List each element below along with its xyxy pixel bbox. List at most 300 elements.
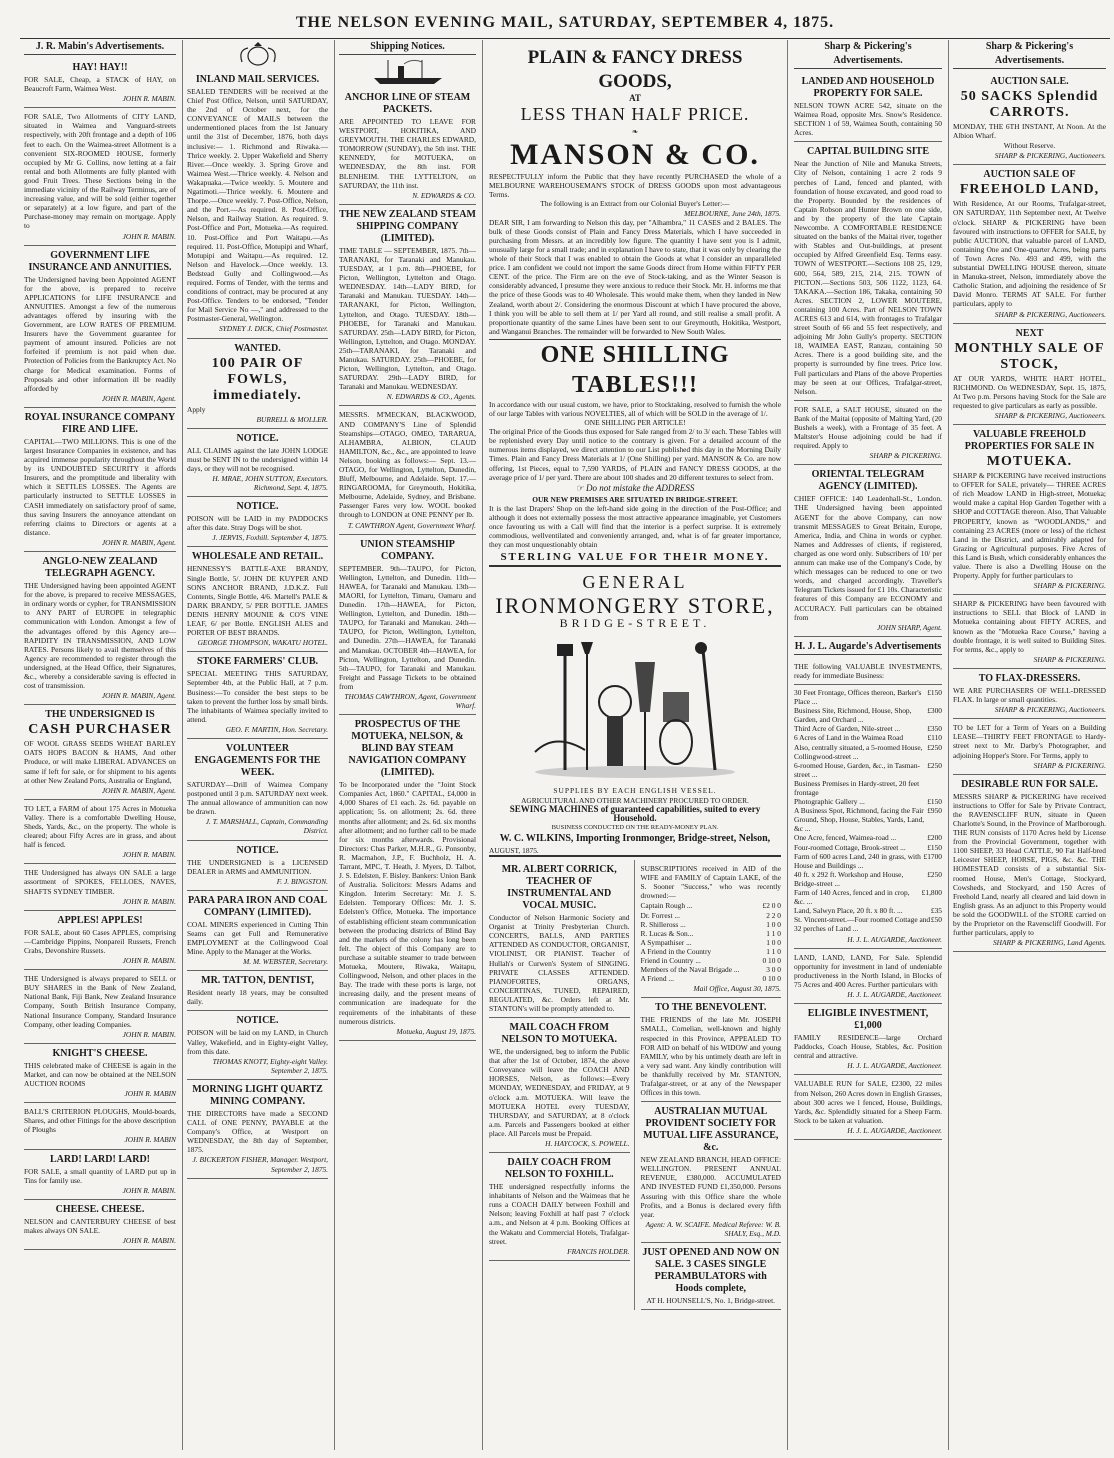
subscription-amount: 1 1 0 [766,928,781,938]
ad-body: MONDAY, THE 6TH INSTANT, At Noon. At the Albion Wharf. [953,122,1106,141]
ad-signature: J. JERVIS, Foxhill. September 4, 1875. [212,533,328,543]
ad-signature: GEORGE THOMPSON, WAKATU HOTEL. [197,638,328,648]
investment-row [794,733,942,742]
investment-name: 30 Feet Frontage, Offices thereon, Barker's Place ... [794,687,922,707]
plain-fancy-heading: PLAIN & FANCY DRESS GOODS, [527,47,743,92]
original-price-text: The original Price of the Goods thus exposed for Sale ranged from 2/ to 3/ each. These Tables will be replenished every Day until notice to the contrary is given. For a detailed account of the numerous items displayed, we direct attention to our List published this day in the Morning Daily Times. Plain and Fancy Dress Materials at 1/ (One Shilling) per yard. MANSON & Co. are now offering, 1st Pieces, equal to 7,590 YARDS, of PLAIN and FANCY DRESS GOODS, at the average price of 1/ per yard. There are about 100 shades and 20 different textures to select from. [489,427,781,482]
daily-coach-signature: FRANCIS HOLDER. [567,1246,630,1256]
ad-body: SEALED TENDERS will be received at the Chief Post Office, Nelson, until SATURDAY, the 2nd of October next, for the CONVEYANCE of MAILS between the undermentioned places from the 1st January until the 31st of December, 1876, both days inclusive:— 1. Richmond and Riwaka.—Thrice weekly. 2. Upper Wakefield and Sherry River.—Once weekly. 3. Spring Grove and Waimea West.—Thrice weekly. 4. Nelson and Wakapuaka.—Twice weekly. 5. Moutere and Ngatimoti.—Thrice weekly. 6. Moutere and Thorpe.—Once weekly. 7. Post-Office, Nelson, and the Port.—As required. 8. Post-Office, Nelson, and Railway Station. As required. 9. Post-Office and Port, Motueka.—As required. 10. Post-Office and Port Waitapu.—As required. 11. Post-Office, Motupipi and Wharf, Motupipi and Waitapu.—As required. 12. Nelson and Havelock.—Once weekly. 13. Bedstead Gully and Collingwood.—As required. Forms of Tender, with the terms and conditions of contract, may be procured at any Post-Office. Tenders to be endorsed, "Tender for Mail Service No —," and addressed to the Postmaster-General, Wellington. [187,87,328,324]
ad-signature: M. M. WEBSTER, Secretary. [243,957,328,967]
ad-signature: Motueka, August 19, 1875. [396,1026,476,1036]
subscription-amount: 2 2 0 [766,910,781,920]
royal-coat-of-arms-icon [228,42,288,68]
ad-body: Near the Junction of Nile and Manuka Streets, City of Nelson, containing 1 acre 2 rods 9 perches of Land, fenced and planted, with foundation of house excavated, and good road to the Property. Bounded by the residences of Captain Robson and Hunter Brown on one side, and by the property of the late Captain Newcombe. A COMFORTABLE RESIDENCE situated on the banks of the Maitai river, together with Stables and Out-buildings, at present occupied by Alfred Greenfield Esq. Terms easy. TOWN of WESTPORT.—Sections 108 25, 129, 600, 564, 589, 215, 214, 215. TOWN of PICTON.—Sections 503, 506 1122, 1123, 64. TAKAKA.—Section 186, Takaka, containing 50 Acres. SECTION 2, LOWER MOUTERE, containing 100 Acres. Part of NELSON TOWN ACRES 613 and 614, with frontages to Trafalgar street South of 66 and 55 feet respectively, and adjoining Mr John Gully's property. SECTION 18, WAIMEA EAST, Ranzau, containing 50 Acres. There is a good building site, and the property is surrounded by fine trees. Price low. Full particulars and Plans of the above Properties may be seen at our Offices, Trafalgar-street, Nelson. [794,159,942,396]
ad-signature: BURRELL & MOLLER. [256,414,328,424]
subscription-row [641,965,782,974]
ad-list [339,88,476,1041]
advertisement [24,408,176,552]
investment-price: £350 [927,724,942,734]
ad-body: NELSON and CANTERBURY CHEESE of best makes always ON SALE. [24,1216,176,1235]
ad-signature: SHARP & PICKERING. [1033,760,1106,770]
ad-body: MESSRS SHARP & PICKERING have received instructions to Offer for Sale by Private Contract, the RAVENSCLIFF RUN, situate in Queen Charlotte's Sound, in the Province of Marlborough. THE RUN consists of 1170 Acres held by License from the Provincial Government, together with 1100 SHEEP, 33 Head CATTLE, 90 Fat Half-bred Leicester SHEEP, HORSE, PIGS, &c. &c. THE HOMESTEAD consists of a substantial Six-roomed House, Men's Cottage, Stockyard, Cowsheds, and Stockyard, and 150 Acres of Freehold Land, nearly all cleared and laid down in English grass. As an adjunct to this Property would be sold the GOODWILL of the STORE carried on by the Proprietor on the Ravenscliff Goodwill. For further particulars, apply to [953,791,1106,938]
investment-name: 6-roomed House, Garden, &c., in Tasman-street ... [794,760,920,779]
advertisement [187,739,328,841]
investment-row [794,870,942,888]
advertisement [794,1004,942,1075]
mail-coach-signature: H. HAYCOCK, S. POWELL. [545,1139,630,1148]
investment-price: £35 [930,906,942,916]
investment-row [794,761,942,779]
bridge-street-heading: BRIDGE-STREET. [559,616,711,631]
ad-body: LAND, LAND, LAND, For Sale. Splendid opportunity for investment in land of undeniable productiveness in the North Island, in Blocks of 75 Acres and 400 Acres. Further particulars with [794,952,942,989]
subscription-row [641,901,782,910]
lower-center-columns [489,860,781,1310]
new-premises-line: OUR NEW PREMISES ARE SITUATED IN BRIDGE-STREET. [532,494,738,504]
column-sharp-pickering [790,40,946,1450]
investment-name: Four-roomed Cottage, Brook-street ... [794,842,906,852]
subscription-amount: 1 0 0 [766,937,781,947]
ad-heading: ANCHOR LINE OF STEAM PACKETS. [344,92,471,115]
ad-body: SEPTEMBER. 9th—TAUPO, for Picton, Wellington, Lyttelton, and Dunedin. 11th—HAWEA, for Taranaki and Manukau. 13th—MAORI, for Lyttelton, Timaru, Oamaru and Dunedin. 17th—HAWEA, for Picton, Wellington, Lyttelton, and Dunedin. 18th—TAUPO, for Taranaki and Manukau. 24th—TAUPO, for Picton, Wellington, Lyttelton, and Dunedin. 27th—HAWEA, for Taranaki and Manukau. OCTOBER 4th—HAWEA, for Picton, Wellington, Lyttelton, and Dunedin. 5th—TAUPO, for Taranaki and Manukau. Freight and Passage Tickets to be obtained from [339,563,476,691]
subscription-row [641,947,782,956]
ad-signature: H. J. L. AUGARDE, Auctioneer. [847,1125,942,1135]
ad-signature: J. BICKERTON FISHER, Manager. Westport, September 2, 1875. [192,1155,328,1174]
investment-name: Third Acre of Garden, Nile-street ... [794,724,901,734]
ad-heading: AUCTION SALE. [990,76,1069,87]
ad-signature: N. EDWARDS & CO., Agents. [386,392,476,402]
ad-signature: JOHN R. MABIN. [122,231,176,241]
ad-body: CAPITAL—TWO MILLIONS. This is one of the largest Insurance Companies in existence, and has acquired immense popularity throughout the World by its UNDOUBTED SECURITY it affords Insurers, and the promptitude and liberality with which it SETTLES LOSSES. The Agents are particularly instructed to SETTLE LOSSES in CASH immediately on satisfactory proof of same, thus saving Insurers the annoyance attendant on referring claims to Directors or agents at a distance. [24,436,176,537]
perambulators-ad [641,1243,782,1310]
advertisement [953,165,1106,323]
ad-body: TIME TABLE — SEPTEMBER, 1875. 7th—TARANAKI, for Taranaki and Manukau. TUESDAY, at 1 p.m. 8th—PHOEBE, for Picton, Wellington, Lyttelton and Otago. WEDNESDAY. 14th—LADY BIRD, for Taranaki and Manukau. TUESDAY. 14th—TARANAKI, for Picton, Wellington, Lyttelton, and Otago. TUESDAY. 18th—PHOEBE, for Taranaki and Manukau. SATURDAY. 25th—LADY BIRD, for Picton, Wellington, Lyttelton, and Otago. MONDAY. 25th—TARANAKI, for Taranaki and Manukau. SATURDAY. 25th—PHOEBE, for Picton, Wellington, Lyttelton, and Otago. SATURDAY. 29th—LADY BIRD, for Taranaki and Manukau. WEDNESDAY. [339,245,476,392]
ad-heading: MORNING LIGHT QUARTZ MINING COMPANY. [192,1083,323,1107]
subscription-amount: 1 0 0 [766,919,781,929]
investment-name: 40 ft. x 292 ft. Workshop and House, Bridge-street ... [794,869,904,888]
corrick-ad [489,860,630,1018]
ad-body: SPECIAL MEETING THIS SATURDAY, September 4th, at the Public Hall, at 7 p.m. Business:—To consider the best steps to be taken to prevent the further loss by small birds. The inhabitants of Waimea specially invited to attend. [187,669,328,724]
column-heading: Sharp & Pickering's Advertisements. [953,40,1106,69]
advertisement [187,841,328,891]
ad-signature: THOMAS CAWTHRON, Agent, Government Wharf. [344,691,476,711]
ad-signature: GEO. F. MARTIN, Hon. Secretary. [225,724,328,734]
investment-row [794,915,942,933]
ad-signature: SYDNEY J. DICK, Chief Postmaster. [218,324,328,334]
subscriber-name: A Friend in the Country [640,946,712,956]
daily-coach-ad [489,1153,630,1261]
investment-price: £250 [927,742,942,752]
ad-list [187,70,328,1179]
advertisement [953,669,1106,719]
subscriber-name: Friend in Country ... [640,955,701,965]
ad-body: FOR SALE, about 60 Cases APPLES, comprising—Cambridge Pippins, Nonpareil Russets, French Crabs, Devonshire Russets. [24,927,176,955]
newspaper-title: THE NELSON EVENING MAIL, SATURDAY, SEPTEMBER 4, 1875. [295,14,835,31]
steamship-icon [368,58,448,86]
ad-body: THE UNDERSIGNED is a LICENSED DEALER in ARMS and AMMUNITION. [187,857,328,876]
mail-coach-ad [489,1018,630,1153]
ad-signature: JOHN R. MABIN, Agent. [101,537,176,547]
advertisement [953,425,1106,595]
ad-signature: JOHN R. MABIN [124,1089,176,1099]
investment-price: £110 [927,733,942,743]
subscription-amount: £2 0 0 [762,901,781,911]
ad-signature: JOHN R. MABIN. [122,1185,176,1195]
ad-display-heading: MONTHLY SALE OF STOCK, [954,340,1105,372]
ad-signature: JOHN R. MABIN, Agent. [101,393,176,403]
ad-heading: NOTICE. [236,1015,279,1027]
investment-name: Land, Salwyn Place, 20 ft. x 80 ft. ... [794,906,903,916]
advertisement [24,1044,176,1103]
ironmongery-heading: IRONMONGERY STORE, [495,593,775,619]
advertisement [953,595,1106,669]
ad-signature: JOHN R. MABIN. [122,94,176,104]
at-text: AT [629,93,641,103]
ad-body: FOR SALE, Cheap, a STACK of HAY, on Beaucroft Farm, Waimea West. [24,75,176,94]
ad-heading: VOLUNTEER ENGAGEMENTS FOR THE WEEK. [194,742,321,778]
one-shilling-heading: ONE SHILLING TABLES!!! [489,339,781,400]
ad-body: FAMILY RESIDENCE—large Orchard Paddocks, Coach House, Stables, &c. Position central and attractive. [794,1033,942,1061]
ad-heading: WANTED. [234,342,281,354]
ad-heading: TO FLAX-DRESSERS. [978,672,1081,684]
ad-signature: F. J. BINGSTON. [276,876,328,886]
advertisement [794,685,942,949]
advertisement [24,108,176,245]
center-advert-block [482,40,788,1450]
column-auctions [948,40,1110,1450]
business-plan-line: BUSINESS CONDUCTED ON THE READY-MONEY PLAN. [551,823,719,831]
advertisement [24,911,176,970]
ad-body: SHARP & PICKERING have received instructions to OFFER for SALE, privately— THREE ACRES of rich Meadow LAND in High-street, Motueka; would make a capital Hop Garden Together with a SHOP and COTTAGE thereon. Also, That Valuable PROPERTY, known as "WOODLANDS," and containing 23 ACRES (more or less) of the richest Land in the District, and admirably adapted for Grazing or Agricultural purposes. Five Acres of this Land is Bush, which considerably enhances the value. There is also a Dwelling House on the Property. Apply for further particulars to [953,471,1106,581]
ad-body: COAL MINERS experienced in Cutting Thin Seams can get Full and Remunerative EMPLOYMENT at the Collingwood Coal Mine. Apply to the Manager at the Works. [187,919,328,957]
ad-body: THIS celebrated make of CHEESE is again in the Market, and can now be obtained at the NELSON AUCTION ROOMS [24,1060,176,1088]
subscriber-name: Dr. Forrest ... [640,910,680,920]
investment-name: Also, centrally situated, a 5-roomed House, Collingwood-street ... [794,742,923,761]
ad-list [794,72,942,637]
subscriptions-heading: SUBSCRIPTIONS received in AID of the WIFE and FAMILY of Captain LAKE, of the S. Sooner "Success," who was recently drowned:— [640,864,781,901]
ad-body: FOR SALE, Two Allotments of CITY LAND, situated in Waimea and Vanguard-streets respectively, with 20ft frontage and a depth of 106 feet to each. On the Waimea-street Allotment is a convenient SIX-ROOMED HOUSE, formerly occupied by Mr G. Collins, now letting at a fair rental and both Allotments are fully planted with good Fruit Trees. These Sections being in the immediate vicinity of the Railway Terminus, are of increasing value, and will be sold (either together or separately) at a low figure, and part of the Purchase-money may remain on mortgage. Apply to [24,112,176,231]
ad-body: OF WOOL GRASS SEEDS WHEAT BARLEY OATS HOPS BACON & HAMS, And other Produce, or will make LIBERAL ADVANCES on same if left for sale, or for shipment to his agents at other New Zealand Ports, Australia or England, [24,739,176,785]
amp-body: NEW ZEALAND BRANCH, HEAD OFFICE: WELLINGTON. PRESENT ANNUAL REVENUE, £380,000. ACCUMULATED AND INVESTED FUND £1,350,000. Persons Assuring with this Office share the whole Profits, and a Bonus is declared every fifth year. [640,1155,781,1219]
ad-body: WE ARE PURCHASERS OF WELL-DRESSED FLAX. In large or small quantities. [953,685,1106,705]
advertisement [953,72,1106,165]
investment-row [794,779,942,797]
ad-body: THE following VALUABLE INVESTMENTS, ready for immediate Business: [794,661,942,680]
investment-name: Farm of 140 Acres, fenced and in crop, &c. ... [794,888,910,907]
subscriber-name: R. Shilleross ... [640,919,686,929]
investment-row [794,852,942,870]
advertisement [24,800,176,865]
investment-price: £150 [927,842,942,852]
ad-signature: J. T. MARSHALL, Captain, Commanding District. [205,817,328,836]
advertisement [794,1075,942,1140]
ad-signature: JOHN R. MABIN, Agent. [101,785,176,795]
column-heading: Shipping Notices. [339,40,476,55]
ad-signature: JOHN SHARP, Agent. [876,622,942,632]
ad-heading: PARA PARA IRON AND COAL COMPANY (LIMITED). [187,894,328,918]
investment-name: 6 Acres of Land in the Waimea Road [794,733,904,743]
column-mabin [20,40,180,1450]
ad-signature: SHARP & PICKERING, Auctioneers. [994,705,1106,715]
ad-heading: NOTICE. [236,432,279,444]
advertisement [953,775,1106,953]
ad-signature: H. MRAE, JOHN SUTTON, Executors. Richmond, Sept. 4, 1875. [212,474,328,493]
ad-signature: T. CAWTHRON Agent, Government Wharf. [347,520,476,530]
advertisement [24,1200,176,1250]
wilkins-date: AUGUST, 1875. [489,846,781,857]
ad-heading: LANDED AND HOUSEHOLD PROPERTY FOR SALE. [801,76,935,99]
ad-heading: MR. TATTON, DENTIST, [201,975,314,987]
ad-body: AT OUR YARDS, WHITE HART HOTEL, RICHMOND. On WEDNESDAY, Sept. 15, 1875, At Two p.m. Persons having Stock for the Sale are requested to give particulars as early as possible. [953,373,1106,410]
ad-signature: SHARP & PICKERING. [1033,581,1106,591]
benevolent-body: THE FRIENDS of the late Mr. JOSEPH SMALL, Cornelian, well-known and highly respected in this Province, APPEALED TO FOR AID on behalf of his WIDOW and young FAMILY, who by his untimely death are left in a very sad want. Any kindly contribution will be thankfully received by Mr. STANTON, Trafalgar-street, or at any of the Newspaper Offices in this town. [640,1015,781,1098]
advertisement [794,72,942,142]
augarde-heading: H. J. L. Augarde's Advertisements [794,640,942,655]
ad-body: ARE APPOINTED TO LEAVE FOR WESTPORT, HOKITIKA, AND GREYMOUTH. THE CHARLES EDWARD, TOMORROW (SUNDAY), the 5th inst. THE KENNEDY, for MOTUEKA, on WEDNESDAY, the 8th inst. FOR BLENHEIM. THE LYTTELTON, on SATURDAY, the 11th inst. [339,117,476,190]
letter-body: DEAR SIR, I am forwarding to Nelson this day, per "Alhambra," 11 CASES and 2 BALES. The bulk of these Goods consist of Plain and Fancy Dress Materials, which I have succeeded in purchasing from Messrs. at an incredibly low figure. The quantity I have sent you is I admit, unusually large for a small trade; and in explanation I have to state, that it was only by clearing the whole of their Stock that I was enabled to obtain the Goods at what I consider an unparalleled price. I am confident we could not import the same Goods direct from Home within FIFTY PER CENT. of the price. The Firm are on the eve of Stock-taking, and as the Winter Season is considerably advanced, I presume they were anxious to reduce their Stock. Mr. H. informs me that the price of these Goods was to 40 Wholesale. This would make them, when they landed in New Zealand, worth about 2/. Considering the enormous Discount at which I have procured the above, I think you will be able to sell them at 1/ per Yard all round, and still realise a small profit. A proportionate quantity of the same Lines have been sent to our Greymouth, Hokitika, Westport, and Wanganui Branches. The remainder will be forwarded to New South Wales. [489,217,781,336]
advertisement [187,497,328,547]
corrick-heading: MR. ALBERT CORRICK, TEACHER OF INSTRUMENTAL AND VOCAL MUSIC. [501,864,617,912]
advertisement [187,971,328,1011]
advertisement [24,970,176,1044]
ad-heading: PROSPECTUS OF THE MOTUEKA, NELSON, & BLIND BAY STEAM NAVIGATION COMPANY (LIMITED). [348,719,467,779]
ad-list [24,58,176,1250]
amp-signature: Agent: A. W. SCAIFE. Medical Referee: W. B. SHALY, Esq., M.D. [645,1219,781,1238]
less-than-half-heading: LESS THAN HALF PRICE. [520,104,750,125]
ad-heading: APPLES! APPLES! [57,914,143,926]
advertisement [794,401,942,466]
ad-body: VALUABLE RUN for SALE, £2300, 22 miles from Nelson, 260 Acres down in English Grasses, about 300 acres we l fenced, House, Buildings, Yards, &c. Splendidly situated for a Sheep Farm. Stock to be taken at valuation. [794,1079,942,1125]
ad-signature: SHARP & PICKERING, Land Agents. [992,938,1106,948]
ad-signature: SHARP & PICKERING. [1033,654,1106,664]
investment-price: £200 [927,833,942,843]
ad-body: FOR SALE, a SALT HOUSE, situated on the Bank of the Maitai (opposite of Malting Yard, (20 Bushels a week), with a Frontage of 35 feet. A Maltster's House adjoining could be had if required. Apply to [794,404,942,451]
subscriber-name: Captain Rough ... [640,901,693,911]
ad-body: Apply [187,404,206,414]
daily-coach-heading: DAILY COACH FROM NELSON TO FOXHILL. [504,1157,614,1181]
investment-price: £950 [927,806,942,816]
ad-heading: STOKE FARMERS' CLUB. [196,656,319,668]
advertisement [187,70,328,339]
advertisement [339,535,476,716]
investment-row [794,833,942,842]
ad-signature: JOHN R. MABIN. [122,1029,176,1039]
investment-price: £150 [927,687,942,697]
advertisement [953,719,1106,774]
ironmongery-tools-illustration [525,632,745,782]
ad-heading: UNION STEAMSHIP COMPANY. [360,538,455,562]
subscription-amount: 0 10 0 [762,974,781,984]
advertisement [953,324,1106,425]
sewing-line: SEWING MACHINES of guaranteed capabilities, suited to every Household. [509,803,761,823]
investment-price: £250 [927,760,942,770]
benevolent-ad [641,998,782,1102]
subscription-amount: 0 10 0 [762,955,781,965]
investment-name: Farm of 600 acres Land, 240 in grass, with House and Buildings ... [794,851,921,870]
ad-display-heading: MOTUEKA. [986,454,1073,470]
agricultural-line: AGRICULTURAL AND OTHER MACHINERY PROCURED TO ORDER. [521,795,749,805]
ad-signature: SHARP & PICKERING, Auctioneers. [994,151,1106,161]
ad-heading: NOTICE. [236,501,279,513]
investment-row [794,743,942,761]
investment-row [794,806,942,833]
ad-signature: JOHN R. MABIN. [122,896,176,906]
ad-heading: HAY! HAY!! [72,62,128,73]
ad-body: ALL CLAIMS against the late JOHN LODGE must be SENT IN to the undersigned within 14 days, or they will not be recognised. [187,445,328,473]
advertisement [187,891,328,971]
advertisement [24,705,176,800]
ad-signature: JOHN R. MABIN, Agent. [101,691,176,701]
investment-price: £300 [927,706,942,716]
subscriber-name: R. Lucas & Son... [640,928,694,938]
ad-heading: INLAND MAIL SERVICES. [195,74,320,85]
subscription-row [641,929,782,938]
ad-body: POISON will be laid on my LAND, in Church Valley, Wakefield, and in Eighty-eight Valley, from this date. [187,1028,328,1056]
ad-heading: NEXT [1015,327,1044,339]
subscription-row [641,956,782,965]
ad-body: THE Undersigned has always ON SALE a large assortment of SPOKES, FELLOES, NAVES, SHAFTS SYDNEY TIMBER. [24,868,176,896]
ornament-divider: ❧ [631,127,639,137]
ad-heading: KNIGHT'S CHEESE. [52,1047,148,1059]
subscriber-name: Members of the Naval Brigade ... [640,965,740,975]
manson-heading: MANSON & CO. [510,138,760,172]
advertisement [187,1011,328,1079]
advertisement [24,1103,176,1149]
advertisement [24,58,176,108]
investment-row [794,906,942,915]
ad-signature: H. J. L. AUGARDE, Auctioneer. [847,934,942,944]
subscriptions-signature: Mail Office, August 30, 1875. [693,984,781,994]
ad-heading: WHOLESALE AND RETAIL. [191,551,324,563]
daily-coach-body: THE undersigned respectfully informs the inhabitants of Nelson and the Waimeas that he runs a COACH DAILY between Foxhill and Nelson; leaving Foxhill at half past 7 o'clock a.m., and Nelson at 4 p.m. Booking Offices at the Wakatu and Commercial Hotels, Trafalgar-street. [489,1182,630,1246]
subscription-amount: 3 0 0 [766,965,781,975]
ad-body: NELSON TOWN ACRE 542, situate on the Waimea Road, opposite Mrs. Snow's Residence. SECTION 1 of 59, Waimea South, containing 50 Acres. [794,101,942,138]
ad-heading: THE NEW ZEALAND STEAM SHIPPING COMPANY (LIMITED). [339,208,476,244]
investment-row [794,688,942,706]
mail-coach-heading: MAIL COACH FROM NELSON TO MOTUEKA. [501,1022,617,1046]
ad-list [953,72,1106,952]
subscription-amount: 1 1 0 [766,946,781,956]
advertisement [794,465,942,636]
ad-signature: SHARP & PICKERING. [869,451,942,461]
ad-body: THE DIRECTORS have made a SECOND CALL of ONE PENNY, PAYABLE at the Company's Office, at Westport on WEDNESDAY, the 8th day of September, 1875. [187,1108,328,1155]
ad-body: MESSRS. M'MECKAN, BLACKWOOD, AND COMPANY'S Line of Splendid Steamships—OTAGO, OMEO, TARARUA, ALHAMBRA, ALBION, CLAUD HAMILTON, &c., &c., are appointed to leave Nelson, booking as follows:— Sept. 13.—OTAGO, for Wellington, Lyttelton, Dunedin, Bluff, Melbourne, and Adelaide. Sept. 17.—RINGAROOMA, for Greymouth, Hokitika, Melbourne, Adelaide, Sydney, and Brisbane. Passenger Fares very low. WOOL booked through to LONDON at ONE PENNY per lb. [339,410,476,520]
advertisement [794,949,942,1004]
ad-signature: JOHN R. MABIN. [122,1236,176,1245]
advertisement [24,864,176,910]
perambulators-heading: JUST OPENED AND NOW ON SALE. 3 CASES SINGLE PERAMBULATORS with Hoods complete, [642,1247,780,1295]
ad-display-heading: 100 PAIR OF FOWLS, immediately. [211,355,304,403]
advertisement [24,1150,176,1200]
ad-signature: H. J. L. AUGARDE, Auctioneer. [847,1061,942,1071]
letter-date: MELBOURNE, June 24th, 1875. [684,208,781,218]
ad-body: Resident nearly 18 years, may be consulted daily. [187,988,328,1007]
amp-ad [641,1102,782,1243]
ad-heading: GOVERNMENT LIFE INSURANCE AND ANNUITIES. [28,249,172,273]
ad-heading: VALUABLE FREEHOLD PROPERTIES FOR SALE IN [964,429,1095,453]
investment-name: A Business Spot, Richmond, facing the Fair Ground, Shop, House, Stables, Yards, Land, &c ... [794,806,925,834]
column-heading: Sharp & Pickering's Advertisements. [794,40,942,69]
subscription-row [641,938,782,947]
ad-signature: H. J. L. AUGARDE, Auctioneer. [847,989,942,999]
ad-signature: SHARP & PICKERING, Auctioneers. [994,410,1106,420]
investment-name: One Acre, fenced, Waimea-road ... [794,833,897,843]
column-notices [182,40,332,1450]
ad-signature: THOMAS KNOTT, Eighty-eight Valley. September 2, 1875. [212,1056,328,1075]
ad-heading: NOTICE. [236,844,279,856]
advertisement [339,715,476,1041]
ad-signature: JOHN R. MABIN. [122,956,176,966]
ad-body: FOR SALE, a small quantity of LARD put up in Tins for family use. [24,1166,176,1185]
investment-row [794,888,942,906]
investment-price: £1700 [923,851,942,861]
ad-heading: DESIRABLE RUN FOR SALE. [961,778,1098,790]
investment-row [794,706,942,724]
subscription-row [641,974,782,983]
mail-coach-body: WE, the undersigned, beg to inform the Public that after the 1st of October, 1874, the above Conveyance will leave the COACH AND HORSES, Nelson, as follows:—Every MONDAY, WEDNESDAY, and FRIDAY, at 9 o'clock a.m. MOTUEKA. Will leave the MOTUEKA HOTEL every TUESDAY, THURSDAY, and SATURDAY, at 8 o'clock a.m. Parcels and Passengers booked at either place. All Parcels must be Prepaid. [489,1047,630,1138]
advertisement [24,552,176,705]
ad-body: THE Undersigned is always prepared to SELL or BUY SHARES in the Bank of New Zealand, National Bank, Fiji Bank, New Zealand Insurance Company, South British Insurance Company, National Insurance Company, Standard Insurance Company, other leading Companies. [24,974,176,1029]
investment-price: £250 [927,869,942,879]
ad-body: To be Incorporated under the "Joint Stock Companies Act, 1860." CAPITAL, £4,000 in 4,000 Shares of £1 each. 2s. 6d. payable on application; 5s. on allotment; 2s. 6d. three months after allotment; and 2s. 6d. six months after allotment; and no further call to be made for six months afterwards. Provisional Directors: Chas Parker, M.H.R., G. Ponsonby, R. Macmahon, J.P., F. Buchholz, H. A. Tarrant, MPC, T. Heath, J. Myers, D. Talbot, J. S. Edelsten, F. Bisley. Bankers: Union Bank of Australia. Solicitors: Messrs Adams and Kingdon. Interim Secretary: Mr. J. S. Edelsten. Temporary Offices: Mr. J. S. Edelsten's Office, Motueka. The importance of establishing efficient steam communication between the producing districts of Blind Bay and the markets of the colony has long been felt. The object of this Company are to purchase a suitable steamer to trade between Motueka, Moutere, Riwaka, Waitapu, Collingwood, Nelson, and other places in the Bay. The trade with these ports is large, not increasing daily, and the present means of communication are inadequate for the requirements of the inhabitants of these numerous districts. [339,780,476,1026]
ad-heading: AUCTION SALE OF [983,169,1076,181]
benevolent-heading: TO THE BENEVOLENT. [655,1002,767,1014]
ad-display-heading: FREEHOLD LAND, [959,182,1100,198]
ad-signature: JOHN R. MABIN. [122,850,176,860]
subscriptions-ad [641,860,782,998]
ad-heading: ROYAL INSURANCE COMPANY FIRE AND LIFE. [24,411,176,435]
ad-heading: CAPITAL BUILDING SITE [806,146,930,158]
ad-heading: LARD! LARD! LARD! [50,1153,150,1165]
ad-display-heading: 50 SACKS Splendid CARROTS. [960,89,1099,120]
ad-body: SHARP & PICKERING have been favoured with instructions to SELL that Block of LAND in Motueka containing about FIFTY ACRES, and known as the "Motueka Race Course," having a double frontage, it is well suited to Building Sites. For terms, &c., apply to [953,599,1106,654]
subscriptions-list [641,901,782,983]
column-heading: J. R. Mabin's Advertisements. [24,40,176,55]
investment-row [794,724,942,733]
address-note: ☞ Do not mistake the ADDRESS [575,482,695,493]
manson-intro: RESPECTFULLY inform the Public that they have recently PURCHASED the whole of a MELBOURNE WAREHOUSEMAN'S STOCK of DRESS GOODS upon most advantageous Terms. [489,172,781,200]
advertisement [794,142,942,400]
advertisement [24,246,176,408]
investment-row [794,843,942,852]
stocktaking-text: In accordance with our usual custom, we have, prior to Stocktaking, resolved to furnish the whole of our large Tables with various NOVELTIES, all of which will be SOLD in the average of 1/. [489,399,781,418]
investment-price: £150 [927,797,942,807]
ad-heading: ANGLO-NEW ZEALAND TELEGRAPH AGENCY. [42,556,158,580]
corrick-body: Conductor of Nelson Harmonic Society and Organist at Trinity Presbyterian Church. CONCERTS, BALLS, AND PARTIES ATTENDED AS CONDUCTOR, ORGANIST, VIOLINIST, OR PIANIST. Teacher of Hullah's or Curwen's System of SINGING. PRIVATE CLASSES ATTENDED. PIANOFORTES, ORGANS, CONCERTINAS, TUNED, REPAIRED, REGULATED, &c. Orders left at Mr. STANTON's will be promptly attended to. [489,913,630,1013]
per-article-line: ONE SHILLING PER ARTICLE! [584,418,686,428]
masthead [20,8,1110,39]
advertisement [187,1080,328,1179]
ad-signature: SHARP & PICKERING, Auctioneers. [994,309,1106,319]
wilkins-line: W. C. WILKINS, Importing Ironmonger, Bridge-street, Nelson, [499,832,771,844]
investment-name: Business Site, Richmond, House, Shop, Garden, and Orchard ... [794,706,912,725]
ad-signature: N. EDWARDS & CO. [412,190,476,200]
ad-body: HENNESSY'S BATTLE-AXE BRANDY, Single Bottle, 5/. JOHN DE KUYPER AND SONS ANCHOR BRAND, J.D.K.Z. Full Contents, Single Bottle, 4/6. Martell's PALE & DARK BRANDY, 5/ PER BOTTLE. JAMES DENIS HENRY MOUNIE & CO'S VINE LEAF, 6/ per Bottle. ENGLISH ALES and PORTER OF BEST BRANDS. [187,564,328,638]
column-shipping [334,40,480,1450]
advertisement [187,429,328,497]
ad-body: SATURDAY—Drill of Waimea Company postponed until 3 p.m. SATURDAY next week. The annual allowance of ammunition can now be drawn. [187,779,328,817]
ad-display-heading: CASH PURCHASER [28,722,172,738]
ad-body: POISON will be LAID in my PADDOCKS after this date. Stray Dogs will be shot. [187,514,328,533]
ad-body: The Undersigned having been Appointed AGENT for the above, is prepared to receive APPLICATIONS for LIFE INSURANCE and ANNUITIES. Amongst a few of the numerous advantages offered by insuring with the Government, are LOW RATES OF PREMIUM. Insurers have the Government guarantee for payment of amount insured. Policies are not forfeited if premium is not paid when due. Protection of Policies from the Bankruptcy Act. No charge for Medical examination. Forms of Proposals and other information ill be readily afforded by [24,274,176,393]
advertisement [339,88,476,205]
subscriber-name: A Friend ... [640,974,674,984]
investment-name: Business Premises in Hardy-street, 20 feet frontage [794,778,920,797]
investment-name: Photographic Gallery ... [794,797,865,807]
ad-heading: CHEESE. CHEESE. [55,1203,145,1215]
investment-name: St. Vincent-street.—Four roomed Cottage and 32 perches of Land ... [794,915,931,934]
sterling-value-line: STERLING VALUE FOR THEIR MONEY. [489,549,781,567]
perambulators-signature: AT H. HOUNSELL'S, No. 1, Bridge-street. [646,1296,775,1306]
